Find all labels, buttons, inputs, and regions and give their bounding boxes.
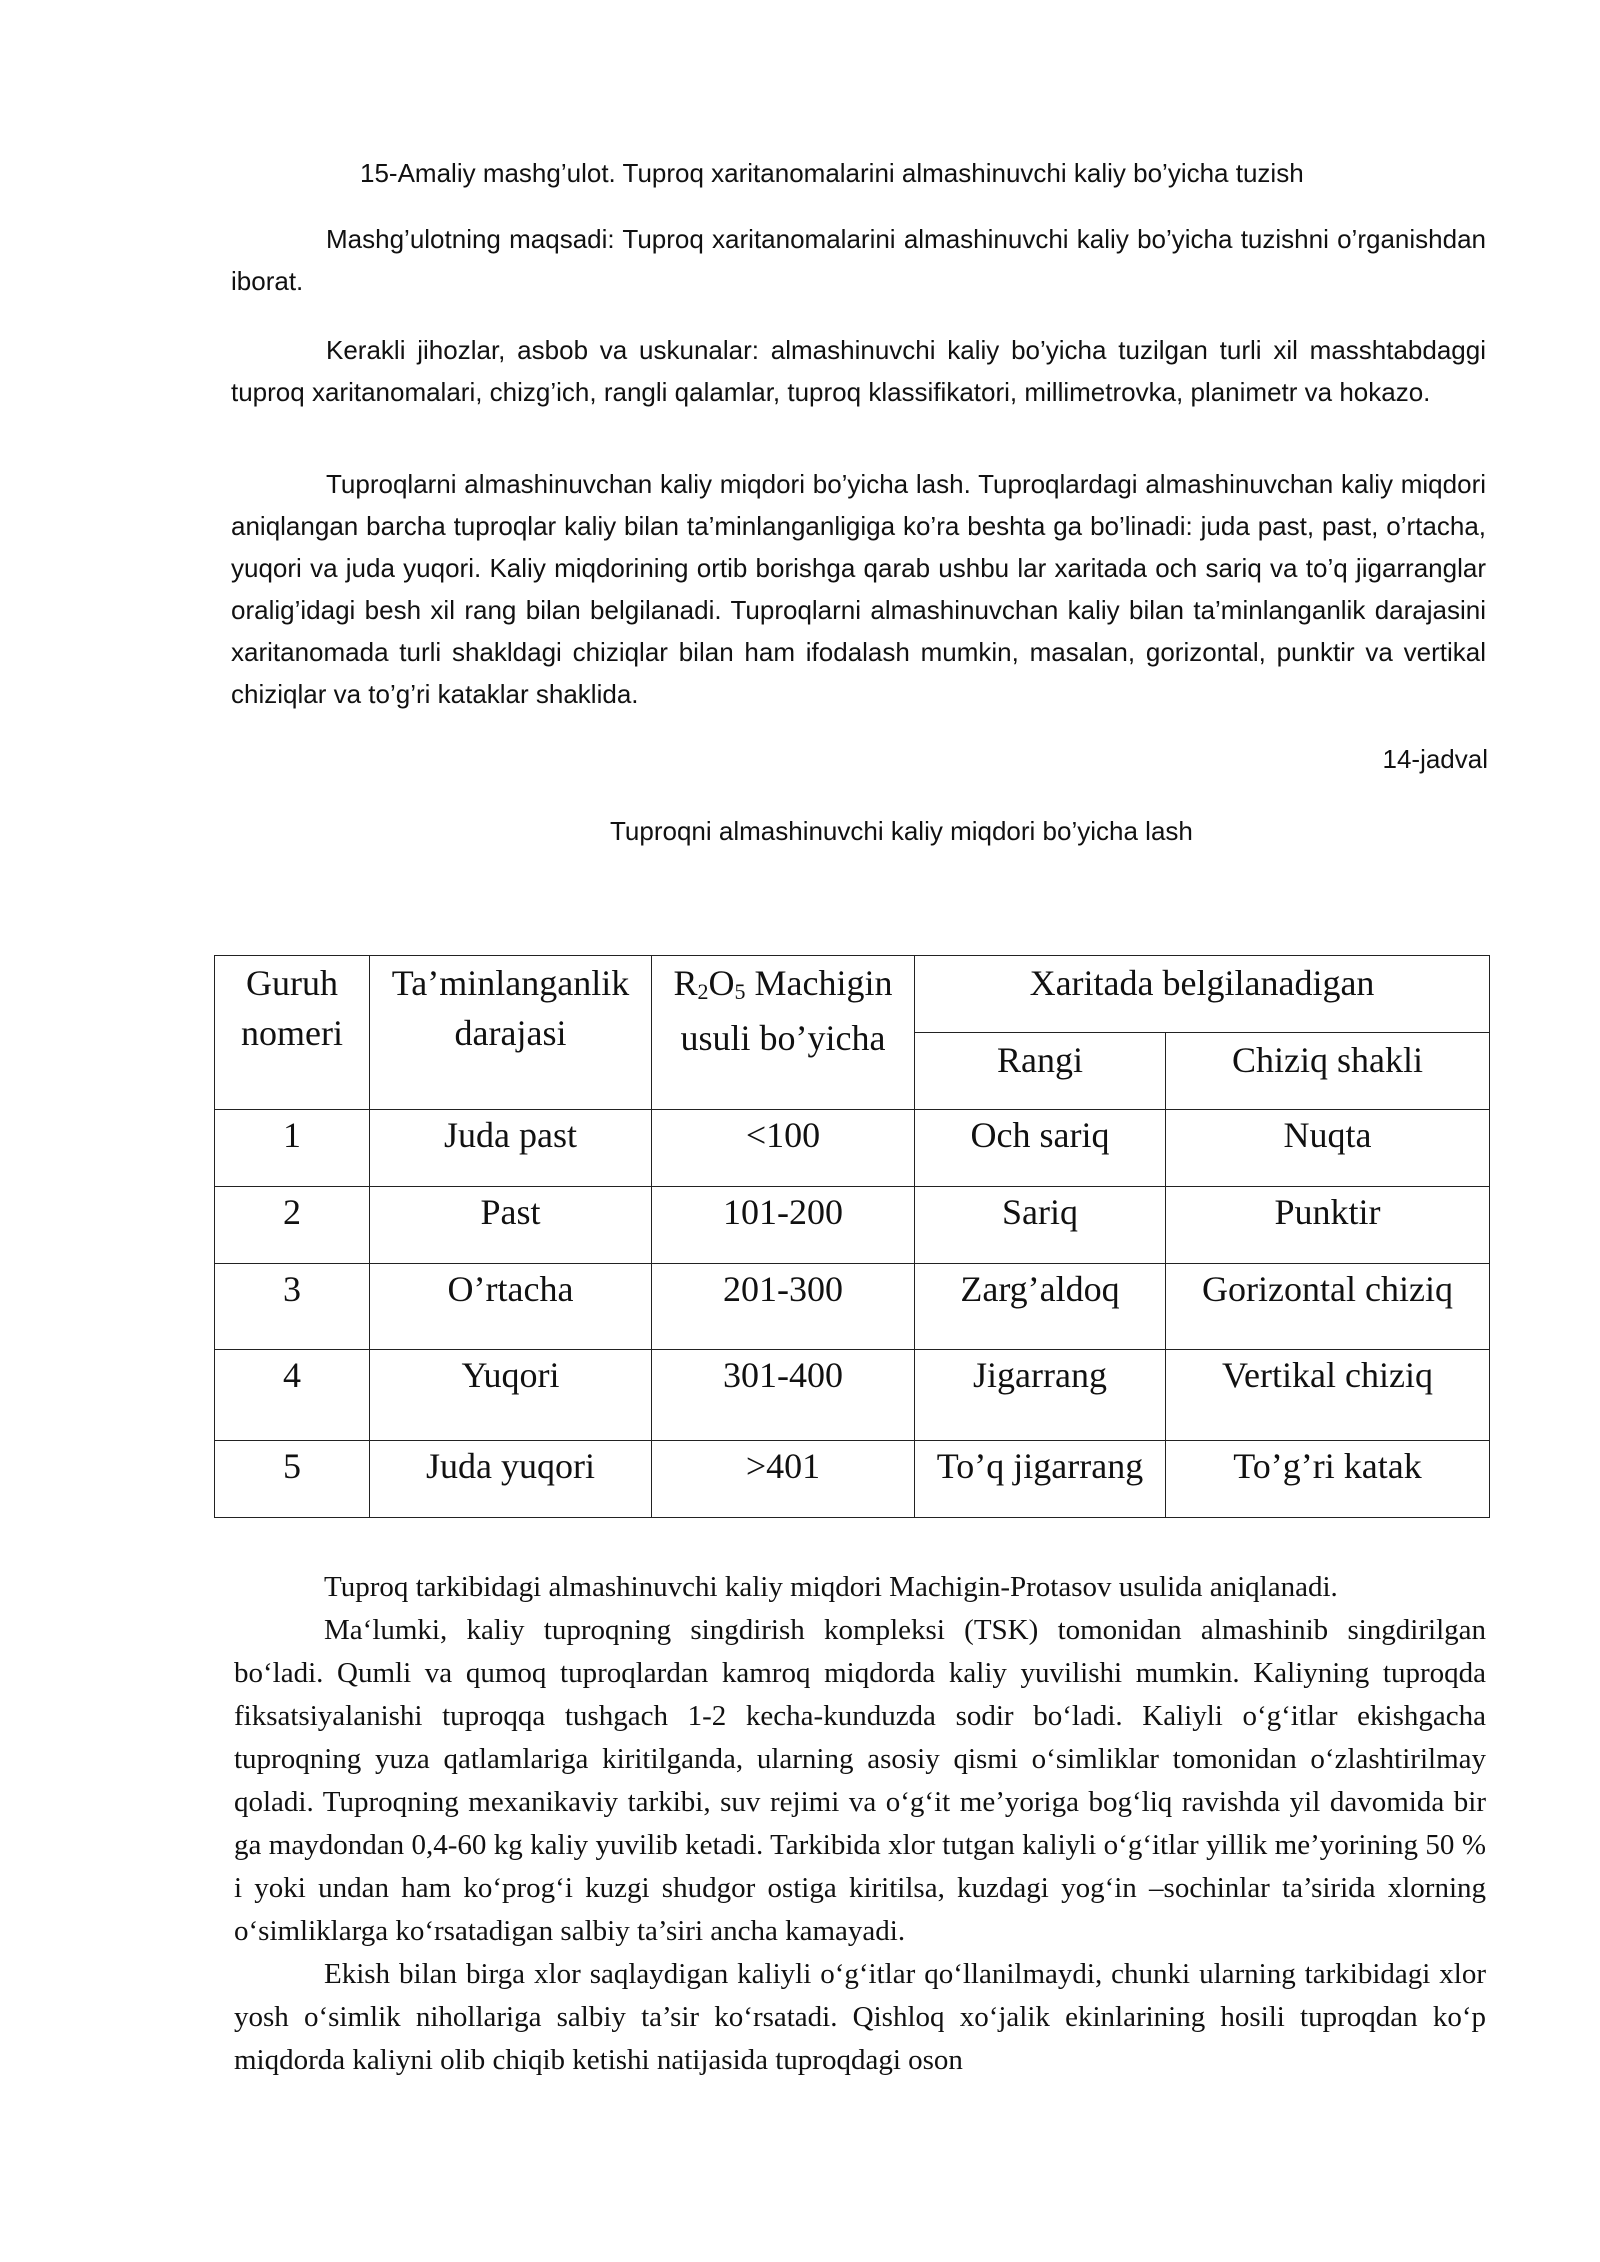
header-machigin-sub-2: 2 [697,979,709,1004]
header-supply-level: Ta’minlanganlik darajasi [370,956,652,1110]
cell-level: O’rtacha [370,1264,652,1350]
cell-group: 3 [215,1264,370,1350]
header-map-marking: Xaritada belgilanadigan [915,956,1490,1033]
header-machigin-rest: Machigin usuli bo’yicha [680,963,893,1058]
body-text [234,1566,1486,2082]
header-machigin-o: O [708,963,735,1003]
header-machigin-method [652,956,915,1110]
paragraph-equipment-text: Kerakli jihozlar, asbob va uskunalar: almashinuvchi kaliy bo’yicha tuzilgan turli xil masshtabdaggi tuproq xaritanomalari, chizg’ich, rangli qalamlar, tuproq klassifikatori, millimetrovka, planimetr va hokazo. [231,335,1486,407]
table-row [215,1264,1490,1350]
table-row [215,1350,1490,1441]
cell-color: Jigarrang [915,1350,1166,1441]
cell-color: Sariq [915,1187,1166,1264]
table-caption: Tuproqni almashinuvchi kaliy miqdori bo’yicha lash [610,816,1193,846]
cell-level: Juda yuqori [370,1441,652,1518]
cell-color: Zarg’aldoq [915,1264,1166,1350]
cell-level: Past [370,1187,652,1264]
body-paragraph: Ma‘lumki, kaliy tuproqning singdirish kompleksi (TSK) tomonidan almashinib singdirilgan bo‘ladi. Qumli va qumoq tuproqlardan kamroq miqdorda kaliy yuvilishi mumkin. Kaliyning tuproqda fiksatsiyalanishi tuproqqa tushgach 1-2 kecha-kunduzda sodir bo‘ladi. Kaliyli o‘g‘itlar ekishgacha tuproqning yuza qatlamlariga kiritilganda, ularning asosiy qismi o‘simliklar tomonidan o‘zlashtirilmay qoladi. Tuproqning mexanikaviy tarkibi, suv rejimi va o‘g‘it me’yoriga bog‘liq ravishda yil davomida bir ga maydondan 0,4-60 kg kaliy yuvilib ketadi. Tarkibida xlor tutgan kaliyli o‘g‘itlar yillik me’yorining 50 % i yoki undan ham ko‘prog‘i kuzgi shudgor ostiga kiritilsa, kuzdagi yog‘in –sochinlar ta’sirida xlorning o‘simliklarga ko‘rsatadigan salbiy ta’siri ancha kamayadi. [234,1614,1486,1947]
paragraph-equipment [231,329,1486,413]
body-paragraph: Ekish bilan birga xlor saqlaydigan kaliyli o‘g‘itlar qo‘llanilmaydi, chunki ularning tarkibidagi xlor yosh o‘simlik nihollariga salbiy ta’sir ko‘rsatadi. Qishloq xo‘jalik ekinlarining hosili tuproqdan ko‘p miqdorda kaliyni olib chiqib ketishi natijasida tuproqdagi oson [234,1958,1486,2076]
cell-line: Vertikal chiziq [1166,1350,1490,1441]
header-color: Rangi [915,1033,1166,1110]
cell-level: Yuqori [370,1350,652,1441]
cell-group: 2 [215,1187,370,1264]
cell-line: To’g’ri katak [1166,1441,1490,1518]
cell-value: 101-200 [652,1187,915,1264]
cell-level: Juda past [370,1110,652,1187]
cell-line: Nuqta [1166,1110,1490,1187]
cell-color: Och sariq [915,1110,1166,1187]
header-machigin-sub-5: 5 [734,979,746,1004]
cell-line: Gorizontal chiziq [1166,1264,1490,1350]
table-row [215,1187,1490,1264]
cell-value: 201-300 [652,1264,915,1350]
cell-group: 1 [215,1110,370,1187]
cell-group: 5 [215,1441,370,1518]
table-row [215,1110,1490,1187]
paragraph-purpose-text: Mashg’ulotning maqsadi: Tuproq xaritanomalarini almashinuvchi kaliy bo’yicha tuzishni o’rganishdan iborat. [231,224,1486,296]
header-machigin-r: R [673,963,698,1003]
paragraph-classification [231,463,1486,715]
header-group-number: Guruh nomeri [215,956,370,1110]
page-title: 15-Amaliy mashg’ulot. Tuproq xaritanomalarini almashinuvchi kaliy bo’yicha tuzish [360,158,1304,188]
header-line-shape: Chiziq shakli [1166,1033,1490,1110]
cell-color: To’q jigarrang [915,1441,1166,1518]
classification-table [214,955,1490,1518]
cell-value: >401 [652,1441,915,1518]
cell-group: 4 [215,1350,370,1441]
paragraph-purpose [231,218,1486,302]
table-label: 14-jadval [1382,744,1488,774]
cell-line: Punktir [1166,1187,1490,1264]
cell-value: <100 [652,1110,915,1187]
cell-value: 301-400 [652,1350,915,1441]
table-header-row [215,956,1490,1033]
table-row [215,1441,1490,1518]
paragraph-classification-text: Tuproqlarni almashinuvchan kaliy miqdori bo’yicha lash. Tuproqlardagi almashinuvchan kaliy miqdori aniqlangan barcha tuproqlar kaliy bilan ta’minlanganligiga ko’ra beshta ga bo’linadi: juda past, past, o’rtacha, yuqori va juda yuqori. Kaliy miqdorining ortib borishga qarab ushbu lar xaritada och sariq va to’q jigarranglar oralig’idagi besh xil rang bilan belgilanadi. Tuproqlarni almashinuvchan kaliy bilan ta’minlanganlik darajasini xaritanomada turli shakldagi chiziqlar bilan ham ifodalash mumkin, masalan, gorizontal, punktir va vertikal chiziqlar va to’g’ri kataklar shaklida. [231,469,1486,709]
body-paragraph: Tuproq tarkibidagi almashinuvchi kaliy miqdori Machigin-Protasov usulida aniqlanadi. [324,1571,1338,1603]
